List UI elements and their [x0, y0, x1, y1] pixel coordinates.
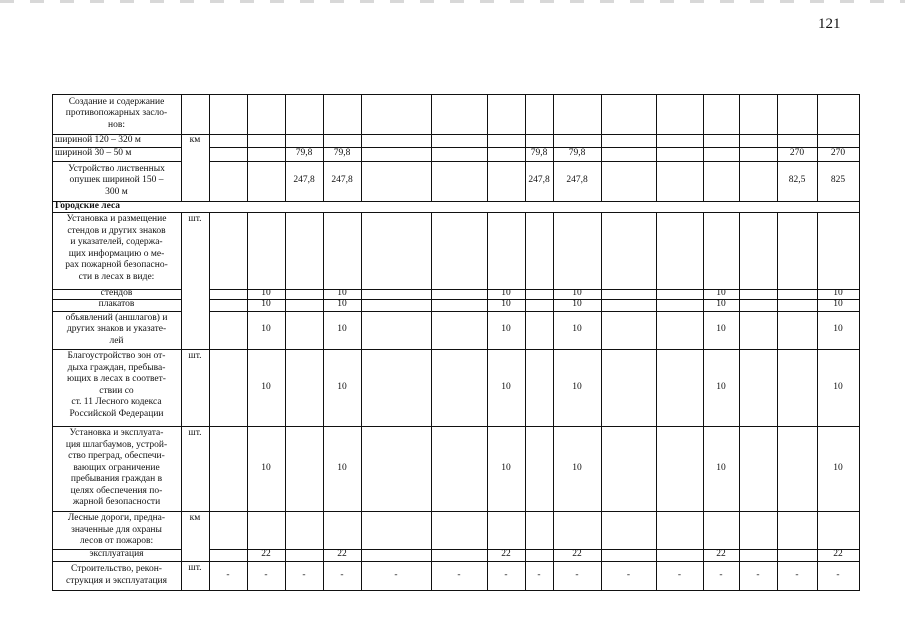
value-cell-text: 10: [572, 324, 582, 335]
row-label-text: шириной 30 – 50 м: [55, 148, 132, 159]
row-label: [52, 212, 181, 289]
value-cell: [703, 349, 739, 426]
value-cell-text: 10: [261, 381, 271, 392]
row-label: [52, 299, 181, 311]
unit-cell-text: шт.: [188, 428, 202, 438]
value-cell: [777, 161, 817, 201]
value-cell: [323, 549, 361, 561]
value-cell: [553, 299, 601, 311]
value-cell: [209, 561, 247, 590]
value-cell-text: 247,8: [293, 175, 315, 186]
table-rule: [52, 590, 860, 591]
unit-cell-text: км: [189, 513, 201, 523]
value-cell: [817, 147, 859, 161]
table-rule: [209, 549, 860, 550]
value-cell-text: -: [504, 569, 508, 580]
value-cell-text: -: [457, 569, 461, 580]
table-rule: [209, 212, 210, 590]
row-label-text: Лесные дороги, предна- значенные для охраны лесов от пожаров:: [67, 513, 166, 546]
value-cell: [601, 561, 656, 590]
value-cell-text: 10: [337, 299, 347, 310]
value-cell-text: 10: [501, 299, 511, 310]
value-cell: [487, 289, 525, 299]
table-rule: [209, 94, 210, 201]
unit-cell: [181, 349, 209, 426]
row-label-text: Установка и размещение стендов и других знаков и указателей, содержа- щих информацию о ме- рах пожарной безопасно- сти в лесах в виде:: [65, 214, 168, 282]
value-cell: [817, 426, 859, 511]
value-cell: [247, 289, 285, 299]
value-cell-text: 10: [716, 462, 726, 473]
table-rule: [209, 289, 860, 290]
value-cell-text: 270: [830, 148, 846, 159]
value-cell: [361, 561, 431, 590]
value-cell: [703, 561, 739, 590]
value-cell: [553, 549, 601, 561]
table-rule: [739, 212, 740, 590]
value-cell: [487, 561, 525, 590]
value-cell-text: 22: [261, 549, 271, 560]
value-cell-text: 10: [572, 462, 582, 473]
value-cell: [703, 299, 739, 311]
value-cell: [777, 147, 817, 161]
value-cell: [323, 426, 361, 511]
value-cell-text: 10: [716, 324, 726, 335]
unit-cell-text: шт.: [188, 563, 202, 573]
value-cell: [739, 561, 777, 590]
row-label: [52, 511, 181, 549]
value-cell-text: 22: [337, 549, 347, 560]
value-cell-text: -: [264, 569, 268, 580]
row-label: [52, 426, 181, 511]
value-cell: [487, 426, 525, 511]
row-label: [52, 161, 181, 201]
value-cell: [487, 349, 525, 426]
value-cell: [323, 161, 361, 201]
row-label-text: Создание и содержание противопожарных засло- нов:: [65, 96, 168, 130]
table-rule: [431, 94, 432, 201]
value-cell: [553, 561, 601, 590]
value-cell-text: 10: [833, 289, 843, 299]
row-label: [52, 349, 181, 426]
value-cell: [525, 561, 553, 590]
value-cell-text: -: [394, 569, 398, 580]
value-cell-text: 10: [261, 462, 271, 473]
unit-cell-text: шт.: [188, 214, 202, 224]
table-rule: [209, 311, 860, 312]
value-cell-text: 10: [337, 289, 347, 299]
value-cell: [525, 147, 553, 161]
table-rule: [361, 94, 362, 201]
value-cell-text: 825: [830, 175, 846, 186]
value-cell-text: -: [226, 569, 230, 580]
table-rule: [431, 212, 432, 590]
value-cell: [323, 289, 361, 299]
table-rule: [285, 212, 286, 590]
value-cell-text: 79,8: [530, 148, 548, 159]
value-cell: [323, 561, 361, 590]
value-cell-text: 79,8: [333, 148, 351, 159]
value-cell-text: 247,8: [331, 175, 353, 186]
value-cell: [323, 311, 361, 349]
value-cell: [703, 289, 739, 299]
value-cell: [703, 549, 739, 561]
value-cell-text: 247,8: [528, 175, 550, 186]
table-rule: [703, 94, 704, 201]
unit-cell: [181, 561, 209, 590]
row-label: [52, 289, 181, 299]
value-cell: [703, 426, 739, 511]
row-label-text: стендов: [100, 289, 133, 299]
value-cell: [247, 311, 285, 349]
value-cell-text: -: [302, 569, 306, 580]
table-rule: [247, 94, 248, 201]
value-cell-text: 10: [337, 381, 347, 392]
value-cell-text: 22: [716, 549, 726, 560]
row-label: [52, 561, 181, 590]
table-rule: [739, 94, 740, 201]
value-cell-text: 10: [337, 324, 347, 335]
value-cell: [487, 311, 525, 349]
value-cell-text: -: [575, 569, 579, 580]
value-cell: [817, 561, 859, 590]
row-label: [52, 549, 181, 561]
value-cell: [487, 549, 525, 561]
value-cell: [817, 161, 859, 201]
value-cell: [817, 289, 859, 299]
value-cell-text: -: [626, 569, 631, 580]
value-cell: [247, 426, 285, 511]
unit-cell: [181, 212, 209, 289]
value-cell-text: 22: [833, 549, 843, 560]
value-cell: [777, 561, 817, 590]
value-cell: [285, 147, 323, 161]
row-label-text: Благоустройство зон от- дыха граждан, пребыва- ющих в лесах в соответ- ствии со ст. 11 Лесного кодекса Российской Федерации: [67, 351, 166, 419]
value-cell: [817, 349, 859, 426]
value-cell: [487, 299, 525, 311]
value-cell-text: 247,8: [566, 175, 588, 186]
unit-cell: [181, 511, 209, 549]
row-label: [52, 134, 181, 147]
value-cell: [553, 349, 601, 426]
value-cell: [247, 549, 285, 561]
value-cell-text: 22: [572, 549, 582, 560]
row-label-text: шириной 120 – 320 м: [55, 134, 141, 145]
table-rule: [656, 94, 657, 201]
section-header: [52, 201, 859, 212]
forest-fire-measures-table: [52, 94, 859, 590]
value-cell-text: 10: [501, 462, 511, 473]
value-cell-text: -: [795, 569, 799, 580]
value-cell: [285, 161, 323, 201]
table-rule: [656, 212, 657, 590]
value-cell: [247, 299, 285, 311]
table-rule: [601, 212, 602, 590]
table-rule: [181, 94, 182, 201]
value-cell-text: -: [340, 569, 344, 580]
value-cell-text: 10: [501, 381, 511, 392]
value-cell-text: 10: [833, 324, 843, 335]
value-cell: [525, 161, 553, 201]
table-rule: [601, 94, 602, 201]
value-cell-text: 10: [261, 299, 271, 310]
table-rule: [859, 94, 860, 590]
row-label-text: плакатов: [98, 299, 135, 310]
table-rule: [361, 212, 362, 590]
value-cell: [703, 311, 739, 349]
value-cell-text: 10: [501, 289, 511, 299]
value-cell: [656, 561, 703, 590]
value-cell-text: -: [677, 569, 682, 580]
row-label-text: Строительство, рекон- струкция и эксплуатация: [66, 564, 167, 586]
value-cell-text: 10: [716, 289, 726, 299]
table-rule: [209, 299, 860, 300]
row-label: [52, 311, 181, 349]
value-cell: [817, 549, 859, 561]
value-cell: [553, 147, 601, 161]
value-cell-text: -: [537, 569, 541, 580]
value-cell-text: 22: [501, 549, 511, 560]
page-number: 121: [818, 16, 841, 32]
value-cell: [553, 311, 601, 349]
value-cell-text: 10: [833, 462, 843, 473]
unit-cell: [181, 426, 209, 511]
row-label: [52, 147, 181, 161]
unit-cell-text: км: [189, 134, 201, 145]
value-cell: [431, 561, 487, 590]
value-cell-text: 10: [261, 324, 271, 335]
unit-cell-text: шт.: [188, 351, 202, 361]
value-cell: [553, 426, 601, 511]
value-cell-text: 82,5: [788, 175, 806, 186]
value-cell-text: 270: [789, 148, 805, 159]
table-rule: [525, 212, 526, 590]
table-rule: [487, 94, 488, 201]
value-cell: [553, 161, 601, 201]
row-label-text: объявлений (аншлагов) и других знаков и указате- лей: [65, 312, 168, 346]
value-cell: [817, 299, 859, 311]
value-cell-text: 10: [833, 381, 843, 392]
row-label: [52, 94, 181, 134]
value-cell-text: -: [836, 569, 840, 580]
value-cell-text: 10: [572, 381, 582, 392]
row-label-text: Устройство лиственных опушек шириной 150 – 300 м: [68, 163, 165, 197]
value-cell-text: 10: [716, 299, 726, 310]
value-cell-text: 79,8: [568, 148, 586, 159]
value-cell-text: 10: [833, 299, 843, 310]
table-rule: [777, 212, 778, 590]
value-cell-text: 10: [337, 462, 347, 473]
value-cell-text: 10: [716, 381, 726, 392]
value-cell: [323, 147, 361, 161]
row-label-text: эксплуатация: [89, 549, 144, 560]
value-cell-text: 10: [261, 289, 271, 299]
value-cell: [817, 311, 859, 349]
value-cell: [553, 289, 601, 299]
value-cell-text: 10: [501, 324, 511, 335]
value-cell-text: 79,8: [295, 148, 313, 159]
unit-cell: [181, 134, 209, 147]
value-cell: [323, 299, 361, 311]
row-label-text: Установка и эксплуата- ция шлагбаумов, устрой- ство преград, обеспечи- вающих ограничение пребывания граждан в целях обеспечения по- жарной безопасности: [65, 428, 168, 507]
value-cell: [285, 561, 323, 590]
value-cell-text: -: [756, 569, 760, 580]
scan-edge: [0, 0, 905, 3]
value-cell: [323, 349, 361, 426]
section-header-text: Городские леса: [55, 201, 121, 211]
value-cell: [247, 349, 285, 426]
value-cell-text: -: [719, 569, 723, 580]
value-cell-text: 10: [572, 289, 582, 299]
value-cell: [247, 561, 285, 590]
value-cell-text: 10: [572, 299, 582, 310]
